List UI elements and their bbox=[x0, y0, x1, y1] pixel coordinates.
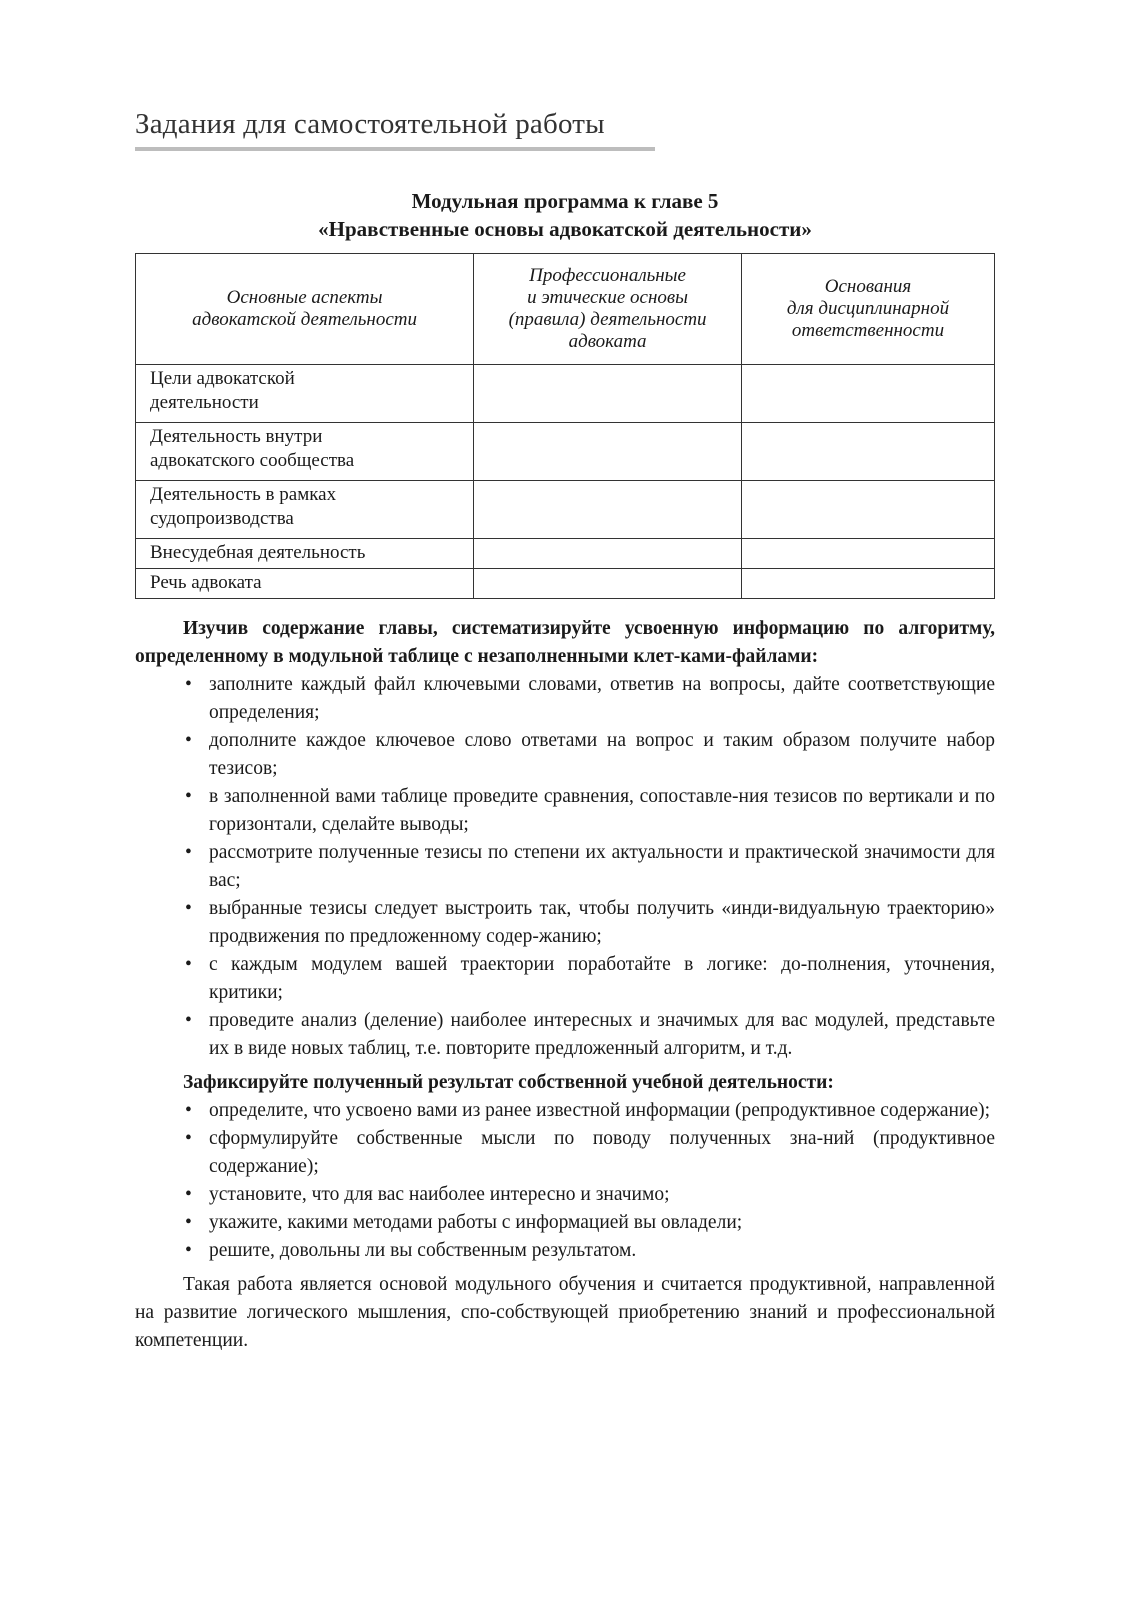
results-list bbox=[135, 1097, 995, 1265]
table-row bbox=[136, 481, 995, 539]
empty-cell bbox=[741, 423, 994, 481]
list-item: • проведите анализ (деление) наиболее интересных и значимых для вас модулей, представьте их в виде новых таблиц, т.е. повторите предложенный алгоритм, и т.д. bbox=[183, 1007, 995, 1063]
bullet-icon: • bbox=[185, 1010, 192, 1031]
empty-cell bbox=[741, 569, 994, 599]
bullet-icon: • bbox=[185, 1212, 192, 1233]
header-aspects: Основные аспекты адвокатской деятельности bbox=[136, 254, 474, 365]
header-ethical-bases: Профессиональные и этические основы (правила) деятельности адвоката bbox=[474, 254, 742, 365]
table-header-row bbox=[136, 254, 995, 365]
table-row bbox=[136, 569, 995, 599]
page bbox=[135, 108, 995, 1355]
bullet-icon: • bbox=[185, 1184, 192, 1205]
results-lead: Зафиксируйте полученный результат собственной учебной деятельности: bbox=[183, 1072, 834, 1093]
bullet-icon: • bbox=[185, 954, 192, 975]
module-title-line-2: «Нравственные основы адвокатской деятельности» bbox=[318, 217, 812, 241]
row-label: Внесудебная деятельность bbox=[136, 539, 474, 569]
empty-cell bbox=[741, 539, 994, 569]
bullet-icon: • bbox=[185, 786, 192, 807]
list-item: • рассмотрите полученные тезисы по степени их актуальности и практической значимости для вас; bbox=[183, 839, 995, 895]
empty-cell bbox=[741, 481, 994, 539]
list-item: • заполните каждый файл ключевыми словами, ответив на вопросы, дайте соответствующие определения; bbox=[183, 671, 995, 727]
table-row bbox=[136, 365, 995, 423]
list-item: • укажите, какими методами работы с информацией вы овладели; bbox=[183, 1209, 995, 1237]
module-title-line-1: Модульная программа к главе 5 bbox=[411, 189, 719, 213]
row-label: Речь адвоката bbox=[136, 569, 474, 599]
header-disciplinary-grounds: Основания для дисциплинарной ответственности bbox=[741, 254, 994, 365]
section-header: Задания для самостоятельной работы bbox=[135, 108, 655, 151]
closing-paragraph: Такая работа является основой модульного обучения и считается продуктивной, направленной на развитие логического мышления, спо-собствующей приобретению знаний и профессиональной компетенции. bbox=[135, 1274, 995, 1351]
list-item: • сформулируйте собственные мысли по поводу полученных зна-ний (продуктивное содержание); bbox=[183, 1125, 995, 1181]
instructions-list bbox=[135, 671, 995, 1063]
table-row bbox=[136, 423, 995, 481]
empty-cell bbox=[474, 365, 742, 423]
table-row bbox=[136, 539, 995, 569]
row-label: Деятельность внутри адвокатского сообщества bbox=[136, 423, 474, 481]
list-item: • определите, что усвоено вами из ранее известной информации (репродуктивное содержание); bbox=[183, 1097, 995, 1125]
bullet-icon: • bbox=[185, 842, 192, 863]
bullet-icon: • bbox=[185, 1240, 192, 1261]
empty-cell bbox=[741, 365, 994, 423]
list-item: • в заполненной вами таблице проведите сравнения, сопоставле-ния тезисов по вертикали и по горизонтали, сделайте выводы; bbox=[183, 783, 995, 839]
module-table bbox=[135, 253, 995, 599]
list-item: • дополните каждое ключевое слово ответами на вопрос и таким образом получите набор тезисов; bbox=[183, 727, 995, 783]
list-item: • установите, что для вас наиболее интересно и значимо; bbox=[183, 1181, 995, 1209]
empty-cell bbox=[474, 423, 742, 481]
module-title bbox=[135, 187, 995, 243]
instructions-lead: Изучив содержание главы, систематизируйте усвоенную информацию по алгоритму, определенному в модульной таблице с незаполненными клет-ками-файлами: bbox=[135, 618, 995, 667]
bullet-icon: • bbox=[185, 730, 192, 751]
list-item: • выбранные тезисы следует выстроить так, чтобы получить «инди-видуальную траекторию» продвижения по предложенному содер-жанию; bbox=[183, 895, 995, 951]
bullet-icon: • bbox=[185, 1100, 192, 1121]
empty-cell bbox=[474, 481, 742, 539]
list-item: • с каждым модулем вашей траектории поработайте в логике: до-полнения, уточнения, критики; bbox=[183, 951, 995, 1007]
empty-cell bbox=[474, 569, 742, 599]
row-label: Цели адвокатской деятельности bbox=[136, 365, 474, 423]
bullet-icon: • bbox=[185, 674, 192, 695]
list-item: • решите, довольны ли вы собственным результатом. bbox=[183, 1237, 995, 1265]
bullet-icon: • bbox=[185, 1128, 192, 1149]
empty-cell bbox=[474, 539, 742, 569]
row-label: Деятельность в рамках судопроизводства bbox=[136, 481, 474, 539]
bullet-icon: • bbox=[185, 898, 192, 919]
